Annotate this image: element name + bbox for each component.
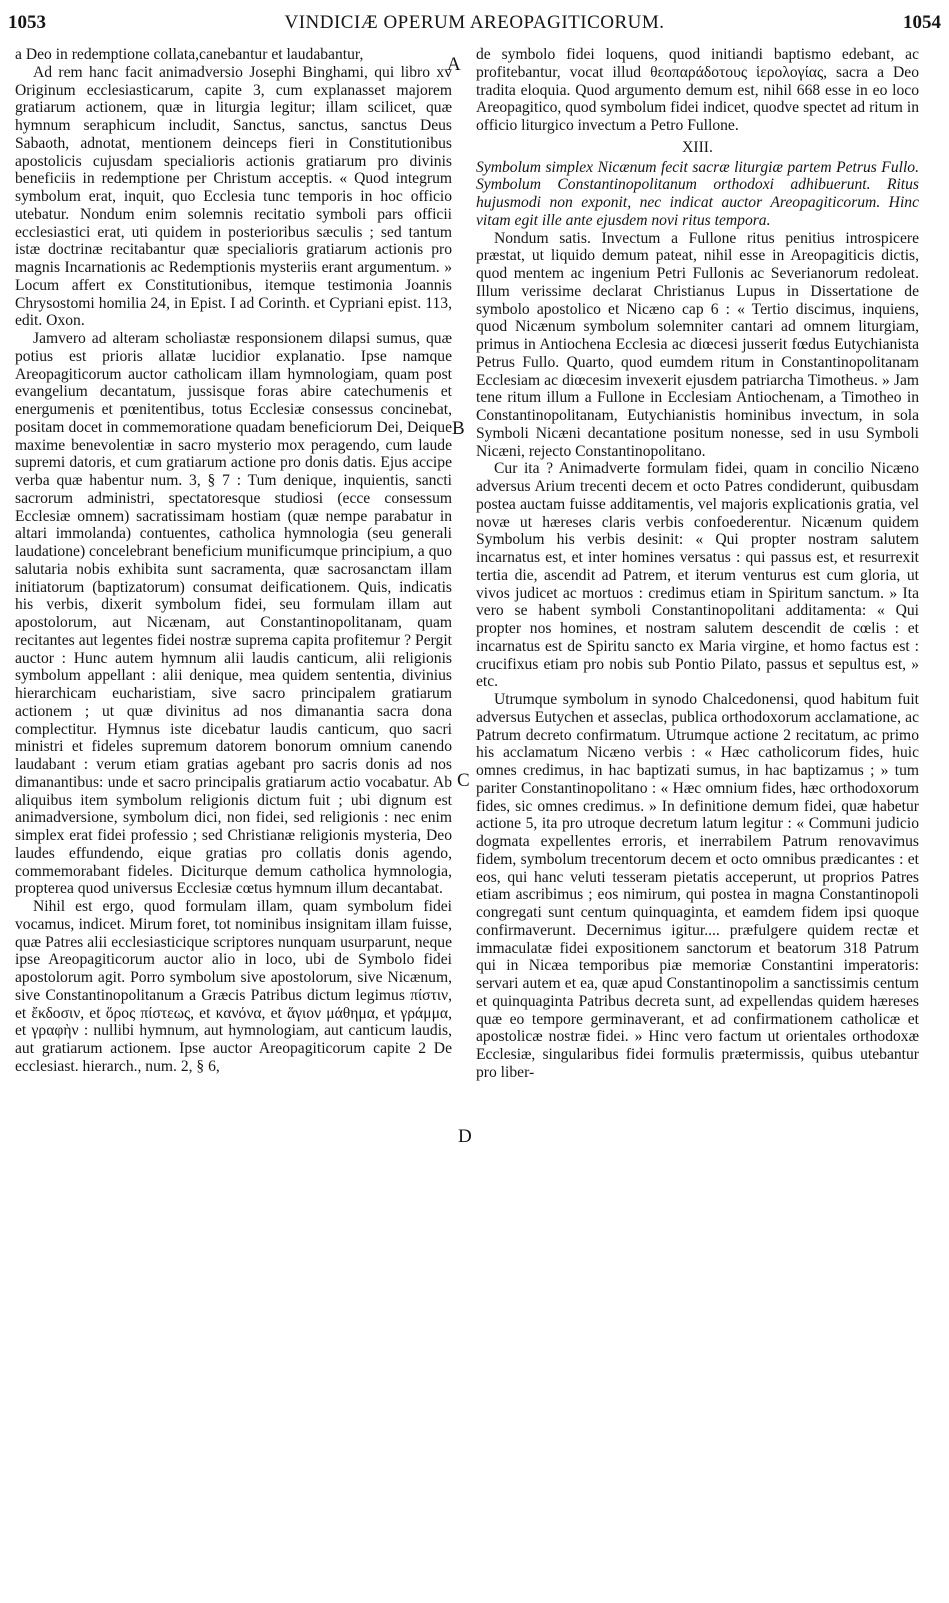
page-title: VINDICIÆ OPERUM AREOPAGITICORUM. <box>284 12 665 33</box>
paragraph: Utrumque symbolum in synodo Chalcedonensi, quod habitum fuit adversus Eutychen et asseclas, publica orthodoxorum acclamatione, ac Patrum decreto confirmatum. Utrumque actione 2 recitatum, ac primo his acclamatum Nicæno verbis : « Hæc catholicorum fides, huic omnes credimus, in hac baptizati sumus, in hac baptizamus ; » tum pariter Constantinopolitano : « Hæc omnium fides, hæc orthodoxorum fides, sic omnes credimus. » In definitione demum fidei, quæ habetur actione 5, ita pro utroque decretum latum legitur : « Communi judicio dogmata expellentes erroris, et inerrabilem Patrum renovavimus fidem, symbolum trecentorum decem et octo omnibus prædicantes : et eos, qui hanc veluti tesseram pietatis acceperunt, ut proprios Patres etiam ascribimus ; eos nimirum, qui postea in magna Constantinopoli congregati sunt centum quinquaginta, et eamdem fidem ipsi quoque confirmaverunt. Decernimus igitur.... præfulgere quidem rectæ et immaculatæ fidei expositionem sanctorum et beatorum 318 Patrum qui in Nicæa temporibus piæ memoriæ Constantini imperatoris: servari autem et ea, quæ apud Constantinopolim a sanctissimis centum et quinquaginta Patribus decreta sunt, ad expellendas quidem hæreses quæ eo tempore germinaverant, et ad confirmationem catholicæ et apostolicæ nostræ fidei. » Hinc vero factum ut orientales orthodoxæ Ecclesiæ, singularibus fidei formulis prætermissis, quibus utebantur pro liber- <box>476 691 919 1081</box>
margin-marker-a: A <box>447 54 461 75</box>
page-number-left: 1053 <box>8 12 46 33</box>
paragraph: Nihil est ergo, quod formulam illam, quam symbolum fidei vocamus, indicet. Mirum foret, tot nominibus insignitam illam fuisse, quæ Patres alii ecclesiasticique scriptores nunquam usurparunt, neque ipse Areopagiticorum auctor alio in loco, ubi de Symbolo fidei apostolorum agit. Porro symbolum sive apostolorum, sive Nicænum, sive Constantinopolitanum a Græcis Patribus dictum legimus πίστιν, et ἔκδοσιν, et ὅρος πίστεως, et κανόνα, et ἅγιον μάθημα, et γράμμα, et γραφὴν : nullibi hymnum, aut hymnologiam, aut canticum laudis, aut gratiarum actionem. Ipse auctor Areopagiticorum capite 2 De ecclesiast. hierarch., num. 2, § 6, <box>15 898 452 1075</box>
paragraph: de symbolo fidei loquens, quod initiandi baptismo edebant, ac profitebantur, vocat illud θεοπαράδοτους ἱερολογίας, sacra a Deo tradita eloquia. Quod argumento demum est, nihil 668 esse in eo loco Areopagitico, quod symbolum fidei indicet, quodve spectet ad ritum in officio liturgico invectum a Petro Fullone. <box>476 46 919 134</box>
margin-marker-d: D <box>458 1126 472 1147</box>
paragraph: Nondum satis. Invectum a Fullone ritus penitius introspicere præstat, ut liquido demum pateat, nihil esse in Areopagiticis dictis, quod mentem ac ingenium Petri Fullonis ac Severianorum redoleat. Illum verissime declarat Christianus Lupus in Dissertatione de symbolo apostolico et Nicæno cap 6 : « Tertio discimus, inquiens, quod Nicænum symbolum solemniter cantari ad omnem liturgiam, primus in Antiochena Ecclesia ac diœcesi jusserit fœdus Eutychianista Petrus Fullo. Quarto, quod eumdem ritum in Constantinopolitanam Ecclesiam ac diœcesim invexerit ejusdem patriarcha Timotheus. » Jam tene ritum illum a Fullone in Ecclesiam Antiochenam, a Timotheo in Constantinopolitanam, Eutychianistis hominibus invectum, in sola Symboli Nicæni decantatione positum nonesse, sed in usu Symboli Nicæni, rejecto Constantinopolitano. <box>476 229 919 460</box>
running-header <box>8 12 941 38</box>
right-column <box>476 46 919 1082</box>
left-column <box>15 46 452 1076</box>
paragraph: Cur ita ? Animadverte formulam fidei, quam in concilio Nicæno adversus Arium trecenti decem et octo Patres condiderunt, quibusdam postea auctam fuisse additamentis, vel majoris explicationis gratia, vel novæ ut hæreses claris verbis confoederentur. Nicænum quidem Symbolum his verbis desinit: « Qui propter nostram salutem incarnatus est, et inter homines versatus : qui passus est, et resurrexit tertia die, ascendit ad Patrem, et iterum venturus est cum gloria, ut vivos judicet ac mortuos : credimus etiam in Spiritum sanctum. » Ita vero se habent symboli Constantinopolitani additamenta: « Qui propter nos homines, et nostram salutem descendit de cœlis : et incarnatus est de Spiritu sancto ex Maria virgine, et homo factus est : crucifixus etiam pro nobis sub Pontio Pilato, passus et sepultus est, » etc. <box>476 460 919 691</box>
paragraph: Jamvero ad alteram scholiastæ responsionem dilapsi sumus, quæ potius est prioris allatæ lucidior explanatio. Ipse namque Areopagiticorum auctor catholicam illam hymnologiam, quam post evangelium decantatum, jussisque foras abire catechumenis et energumenis et pœnitentibus, totus Ecclesiæ consessus concinebat, positam docet in commemoratione quadam beneficiorum Dei, Deique maxime benevolentiæ in sacro mysterio mox peragendo, cum laude supremi datoris, et cum gratiarum actione pro donis datis. Ejus accipe verba quæ habentur num. 3, § 7 : Tum denique, inquientis, sancti sacrorum administri, spectatoresque studiosi (ecce consessum Ecclesiæ omnem) sacratissimam hostiam (quæ nempe parabatur in altari immolanda) contuentes, catholica hymnologia (seu generali laudatione) concelebrant beneficium munificumque principium, a quo salutaria nobis exhibita sunt sacramenta, quæ sacrosanctam illam initiatorum (baptizatorum) consumat deificationem. Quis, indicatis his verbis, dixerit symbolum fidei, seu formulam illam aut apostolorum, aut Nicænam, aut Constantinopolitanam, quam recitantes aut legentes fidei nostræ suprema capita profitemur ? Pergit auctor : Hunc autem hymnum alii laudis canticum, alii religionis symbolum appellant : alii denique, mea quidem sententia, divinius hierarchicam eucharistiam, sive sacro principalem gratiarum actionem ; ut quæ divinitus ad nos dimanantia sacra dona complectitur. Hymnus iste dicebatur laudis canticum, quo sacri ministri et fideles supremum datorem bonorum omnium canendo laudabant : verum etiam gratias agebant pro sacris donis ad nos dimanantibus: unde et sacro principalis gratiarum actio vocabatur. Ab aliquibus item symbolum religionis dictum fuit ; ubi dignum est animadversione, symbolum dici, non fidei, sed religionis : nec enim simplex erat fidei professio ; sed Christianæ religionis mysteria, Deo laudes effundendo, eique gratias pro collatis donis agendo, commemorabant fideles. Diciturque demum catholica hymnologia, propterea quod universus Ecclesiæ cœtus hymnum illum decantabat. <box>15 330 452 898</box>
section-summary: Symbolum simplex Nicænum fecit sacræ liturgiæ partem Petrus Fullo. Symbolum Constantinopolitanum orthodoxi adhibuerunt. Ritus hujusmodi non exponit, nec indicat auctor Areopagiticorum. Hinc vitam egit ille ante ejusdem novi ritus tempora. <box>476 158 919 229</box>
page-number-right: 1054 <box>903 12 941 33</box>
margin-marker-b: B <box>452 418 465 439</box>
section-number: XIII. <box>682 138 713 156</box>
paragraph: Ad rem hanc facit animadversio Josephi Binghami, qui libro xv Originum ecclesiasticarum, capite 3, cum explanasset majorem gratiarum actionem, quæ in liturgia legitur; illam scilicet, quæ hymnum seraphicum includit, Sanctus, sanctus, sanctus Deus Sabaoth, adnotat, mentionem deinceps fieri in Constitutionibus apostolicis cujusdam specialioris actionis gratiarum pro divinis beneficiis in redemptione per Christum acceptis. « Quod integrum symbolum erat, inquit, quo Ecclesia tunc temporis in hoc officio utebatur. Nondum enim solemnis recitatio symboli pars officii ecclesiastici erat, uti quidem in posterioribus sæculis ; sed tantum istæ doctrinæ recitabantur quæ specialioris gratiarum actionis pro magnis Incarnationis ac Redemptionis mysteriis erant argumentum. » Locum affert ex Constitutionibus, itemque testimonia Joannis Chrysostomi homilia 24, in Epist. I ad Corinth. et Cypriani epist. 113, edit. Oxon. <box>15 63 452 330</box>
paragraph: a Deo in redemptione collata,canebantur et laudabantur, <box>15 46 364 63</box>
margin-marker-c: C <box>457 770 470 791</box>
